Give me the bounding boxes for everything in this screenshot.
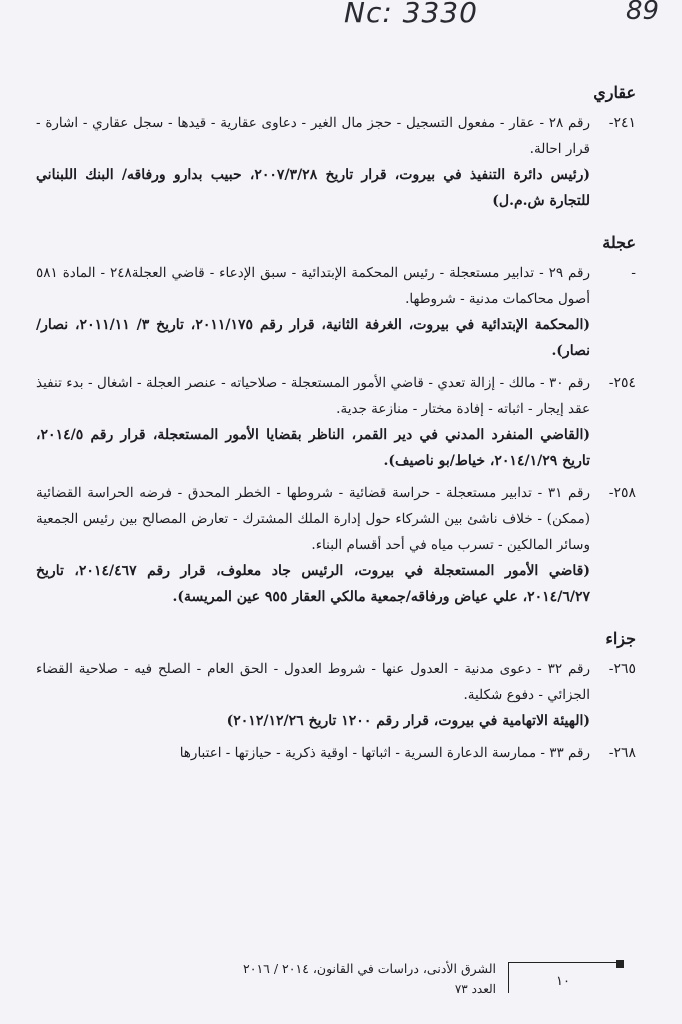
journal-issue: العدد ٧٣ xyxy=(454,982,496,996)
entry-decision: (القاضي المنفرد المدني في دير القمر، الناظر بقضايا الأمور المستعجلة، قرار رقم ٢٠١٤/٥، تاريخ ٢٠١٤/١/٢٩، خياط/بو ناصيف). xyxy=(36,427,590,469)
page-number: ١٠ xyxy=(556,974,570,989)
entry-decision: (قاضي الأمور المستعجلة في بيروت، الرئيس جاد معلوف، قرار رقم ٢٠١٤/٤٦٧، تاريخ ٢٠١٤/٦/٢٧، علي عياض ورفاقه/جمعية مالكي العقار ٩٥٥ عين المريسة). xyxy=(36,563,590,605)
entry-text: رقم ٣٢ - دعوى مدنية - العدول عنها - شروط العدول - الحق العام - الصلح فيه - صلاحية القضاء الجزائي - دفوع شكلية. xyxy=(36,661,590,703)
handwritten-page-mark: 89 xyxy=(626,0,660,26)
entry-decision: (رئيس دائرة التنفيذ في بيروت، قرار تاريخ ٢٠٠٧/٣/٢٨، حبيب بدارو ورفاقه/ البنك اللبناني للتجارة ش.م.ل) xyxy=(36,167,590,209)
section-jazaa xyxy=(36,626,636,766)
section-aqari xyxy=(36,80,636,214)
entry-decision: (المحكمة الإبتدائية في بيروت، الغرفة الثانية، قرار رقم ٢٠١١/١٧٥، تاريخ ٣/ ٢٠١١/١١، نصار/نصار). xyxy=(36,317,590,359)
section-heading: عقاري xyxy=(593,83,636,102)
entry-number: ٢٥٨- xyxy=(608,485,636,501)
entry-number: ٢٦٥- xyxy=(608,661,636,677)
entry-text: رقم ٣٣ - ممارسة الدعارة السرية - اثباتها - اوقية ذكرية - حيازتها - اعتبارها xyxy=(179,745,590,761)
entry-text: رقم ٣١ - تدابير مستعجلة - حراسة قضائية - شروطها - الخطر المحدق - فرضه الحراسة القضائية (ممكن) - خلاف ناشئ بين الشركاء حول إدارة الملك المشترك - تعارض المصالح بين رئيس الجمعية وسائر المالكين - تسرب مياه في أحد أقسام البناء. xyxy=(36,485,591,553)
document-body xyxy=(36,80,636,772)
entry-text: رقم ٢٨ - عقار - مفعول التسجيل - حجز مال الغير - دعاوى عقارية - قيدها - سجل عقاري - اشارة - قرار احالة. xyxy=(36,115,591,157)
handwritten-reference: Nc: 3330 xyxy=(344,0,478,29)
entry xyxy=(36,480,636,610)
entry xyxy=(36,740,636,766)
entry-number: - xyxy=(631,265,636,281)
entry-number: ٢٦٨- xyxy=(608,745,636,761)
entry-decision: (الهيئة الاتهامية في بيروت، قرار رقم ١٢٠٠ تاريخ ٢٠١٢/١٢/٢٦) xyxy=(226,713,590,729)
entry xyxy=(36,370,636,474)
entry xyxy=(36,656,636,734)
section-ajala xyxy=(36,230,636,610)
entry xyxy=(36,260,636,364)
entry-number: ٢٥٤- xyxy=(608,375,636,391)
journal-title: الشرق الأدنى، دراسات في القانون، ٢٠١٤ / ٢٠١٦ xyxy=(243,961,496,976)
entry-number: ٢٤١- xyxy=(608,115,636,131)
section-heading: عجلة xyxy=(602,233,636,252)
section-heading: جزاء xyxy=(605,629,636,648)
page-footer xyxy=(0,956,682,1016)
entry-text: رقم ٣٠ - مالك - إزالة تعدي - قاضي الأمور المستعجلة - صلاحياته - عنصر العجلة - اشغال - بدء تنفيذ عقد إيجار - اثباته - إفادة مختار - منازعة جدية. xyxy=(36,375,590,417)
entry-text: رقم ٢٩ - تدابير مستعجلة - رئيس المحكمة الإبتدائية - سبق الإدعاء - قاضي العجلة٢٤٨ - المادة ٥٨١ أصول محاكمات مدنية - شروطها. xyxy=(36,265,590,307)
entry xyxy=(36,110,636,214)
